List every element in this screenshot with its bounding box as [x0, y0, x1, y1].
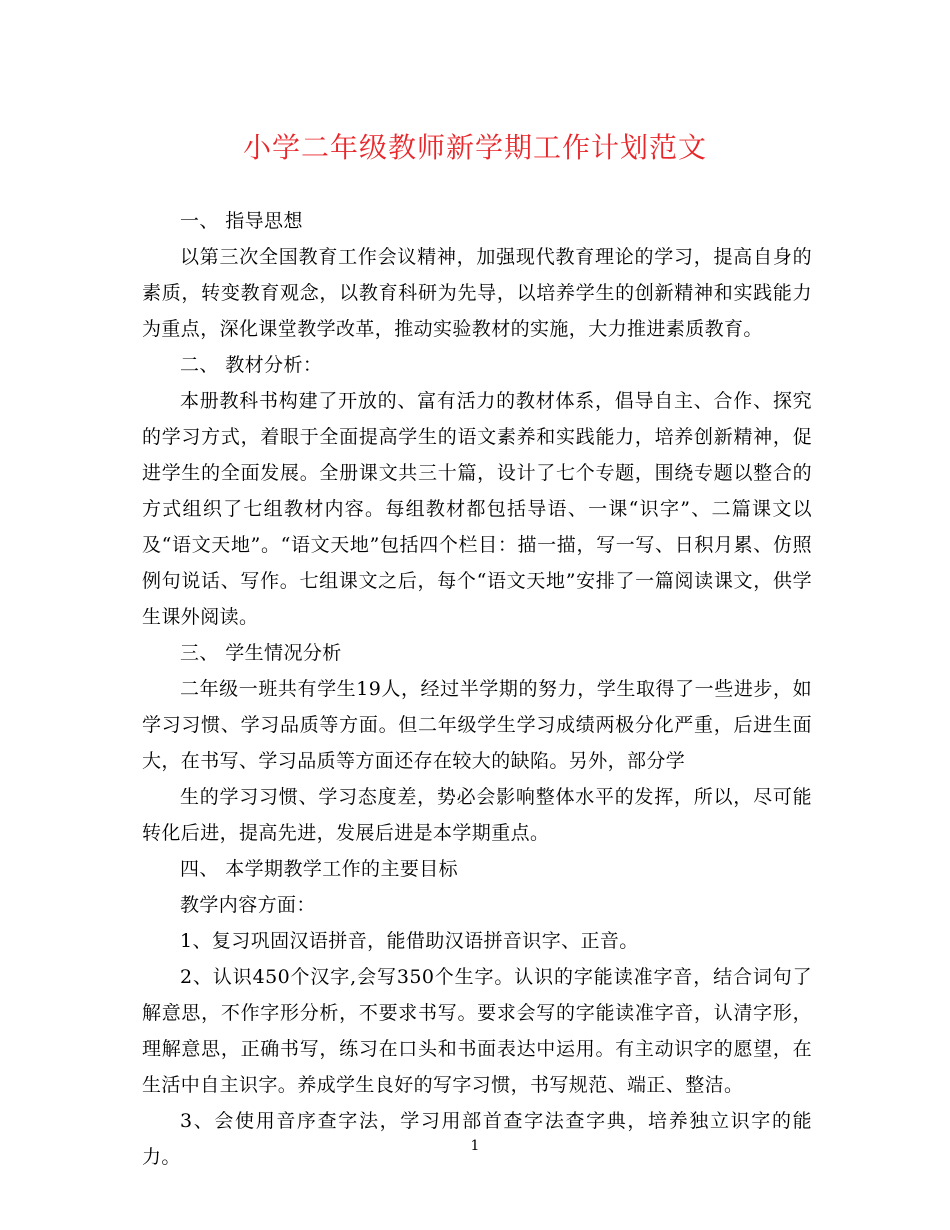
document-title: 小学二年级教师新学期工作计划范文 [242, 131, 707, 164]
paragraph-student-analysis-2: 生的学习习惯、学习态度差，势必会影响整体水平的发挥，所以，尽可能转化后进，提高先进，发展后进是本学期重点。 [142, 786, 812, 844]
section-heading-textbook-analysis: 二、 教材分析： [180, 354, 323, 376]
subheading-teaching-content: 教学内容方面： [180, 894, 316, 916]
page-number: 1 [470, 1138, 480, 1154]
document-body [142, 203, 812, 1175]
list-item-goal-2: 2、认识450个汉字,会写350个生字。认识的字能读准字音，结合词句了解意思，不作字形分析，不要求书写。要求会写的字能读准字音，认清字形，理解意思，正确书写，练习在口头和书面表达中运用。有主动识字的愿望，在生活中自主识字。养成学生良好的写字习惯，书写规范、端正、整洁。 [142, 966, 812, 1096]
section-heading-student-analysis: 三、 学生情况分析 [180, 642, 342, 664]
section-heading-main-goals: 四、 本学期教学工作的主要目标 [180, 858, 459, 880]
list-item-goal-1: 1、复习巩固汉语拼音，能借助汉语拼音识字、正音。 [180, 930, 639, 952]
section-heading-guiding-thought: 一、 指导思想 [180, 210, 303, 232]
paragraph-textbook-analysis: 本册教科书构建了开放的、富有活力的教材体系，倡导自主、合作、探究的学习方式，着眼于全面提高学生的语文素养和实践能力，培养创新精神，促进学生的全面发展。全册课文共三十篇，设计了七个专题，围绕专题以整合的方式组织了七组教材内容。每组教材都包括导语、一课“识字”、二篇课文以及“语文天地”。“语文天地”包括四个栏目：描一描，写一写、日积月累、仿照例句说话、写作。七组课文之后，每个“语文天地”安排了一篇阅读课文，供学生课外阅读。 [142, 390, 812, 628]
paragraph-guiding-thought: 以第三次全国教育工作会议精神，加强现代教育理论的学习，提高自身的素质，转变教育观念，以教育科研为先导，以培养学生的创新精神和实践能力为重点，深化课堂教学改革，推动实验教材的实施，大力推进素质教育。 [142, 246, 812, 340]
paragraph-student-analysis-1: 二年级一班共有学生19人，经过半学期的努力，学生取得了一些进步，如学习习惯、学习品质等方面。但二年级学生学习成绩两极分化严重，后进生面大，在书写、学习品质等方面还存在较大的缺陷。另外，部分学 [142, 678, 812, 772]
list-item-goal-3: 3、会使用音序查字法，学习用部首查字法查字典，培养独立识字的能力。 [142, 1110, 812, 1168]
